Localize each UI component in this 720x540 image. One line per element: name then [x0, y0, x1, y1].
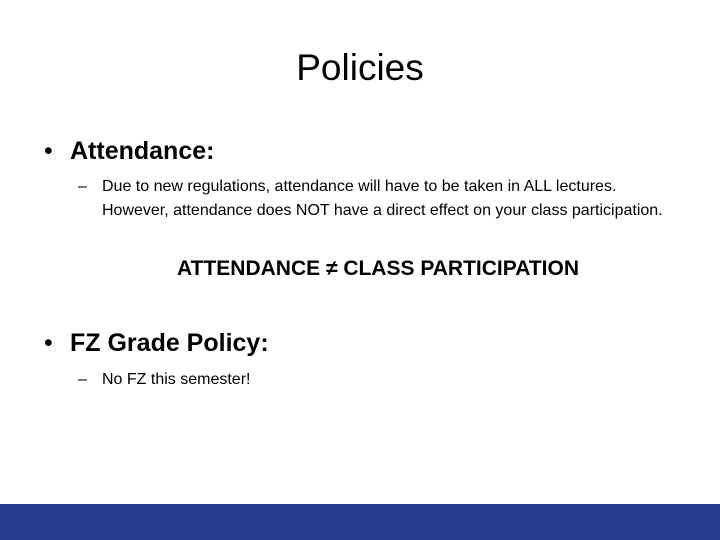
sub-bullet-fz — [78, 368, 678, 392]
footer-bar — [0, 504, 720, 540]
slide-title: Policies — [296, 47, 424, 88]
bullet-attendance — [44, 135, 214, 167]
bullet-heading-fz-grade-policy: FZ Grade Policy: — [70, 329, 269, 357]
bullet-fz-grade-policy — [44, 327, 269, 359]
bullet-heading-attendance: Attendance: — [70, 137, 215, 165]
sub-bullet-attendance — [78, 175, 678, 223]
sub-bullet-text-fz: No FZ this semester! — [102, 371, 251, 388]
bullet-dot: • — [44, 137, 53, 165]
sub-bullet-text-attendance: Due to new regulations, attendance will have to be taken in ALL lectures. However, attendance does NOT have a direct effect on your class participation. — [102, 178, 663, 219]
bullet-dot: • — [44, 329, 53, 357]
callout-text: ATTENDANCE ≠ CLASS PARTICIPATION — [177, 257, 579, 280]
sub-bullet-dash: – — [78, 371, 87, 388]
sub-bullet-dash: – — [78, 178, 87, 195]
